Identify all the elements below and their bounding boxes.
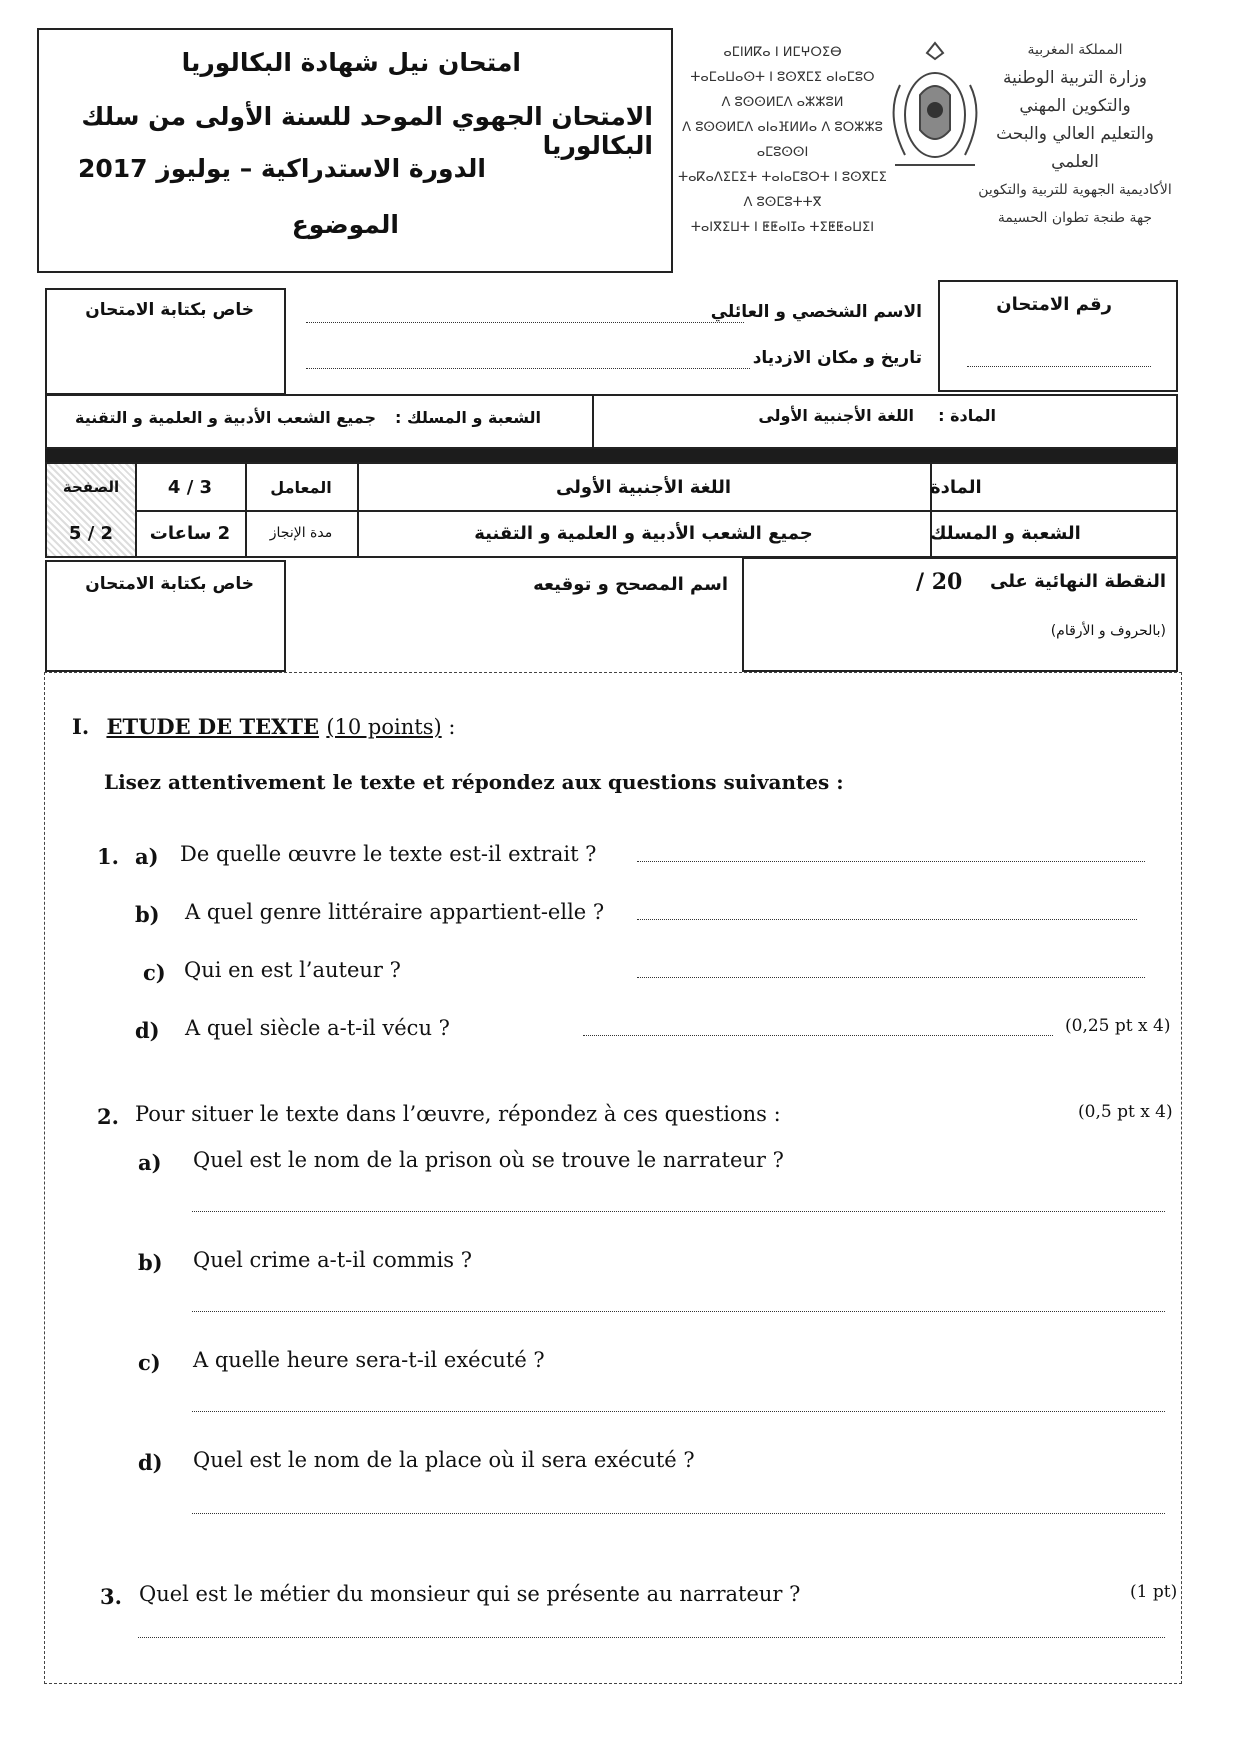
tifinagh-line: ⵜⴰⵎⴰⵡⴰⵙⵜ ⵏ ⵓⵙⴳⵎⵉ ⴰⵏⴰⵎⵓⵔ [690, 70, 875, 85]
instruction: Lisez attentivement le texte et répondez aux questions suivantes : [104, 770, 844, 794]
coef-label: المعامل [270, 477, 332, 497]
exam-number-label: رقم الامتحان [996, 294, 1112, 315]
duration-value: 2 ساعات [149, 522, 231, 544]
reserved-box-bottom [45, 560, 286, 672]
q1a-letter: a) [135, 844, 159, 869]
ministry-line: والتعليم العالي والبحث العلمي [996, 124, 1154, 172]
section-colon: : [441, 715, 456, 739]
subject-stream-row [45, 394, 1178, 449]
subject-value: اللغة الأجنبية الأولى [758, 406, 914, 425]
q3-number: 3. [100, 1584, 122, 1609]
ministry-line: الأكاديمية الجهوية للتربية والتكوين [978, 182, 1172, 198]
q1c-text: Qui en est l’auteur ? [184, 958, 401, 982]
ministry-header [970, 36, 1180, 232]
q1d-answer[interactable] [583, 1035, 1053, 1036]
reserved-label: خاص بكتابة الامتحان [85, 300, 254, 320]
name-label: الاسم الشخصي و العائلي [710, 302, 922, 322]
stream-value: جميع الشعب الأدبية و العلمية و التقنية [75, 408, 376, 427]
page-value: 5 / 2 [68, 522, 114, 544]
ministry-line: المملكة المغربية [1027, 42, 1123, 58]
tifinagh-line: ⵜⴰⴽⴰⴷⵉⵎⵉⵜ ⵜⴰⵏⴰⵎⵓⵔⵜ ⵏ ⵓⵙⴳⵎⵉ ⴷ ⵓⵙⵎⵓⵜⵜⴳ [678, 170, 887, 210]
tifinagh-line: ⴷ ⵓⵙⵙⵍⵎⴷ ⴰⵣⵣⵓⵍ [721, 95, 844, 110]
section-number: I. [72, 714, 90, 739]
corrector-label: اسم المصحح و توقيعه [533, 574, 728, 595]
stream-value-table: جميع الشعب الأدبية و العلمية و التقنية [474, 522, 813, 544]
q2-text: Pour situer le texte dans l’œuvre, répondez à ces questions : [135, 1102, 781, 1126]
q2c-letter: c) [138, 1350, 161, 1375]
coef-value: 4 / 3 [167, 476, 213, 498]
q1a-text: De quelle œuvre le texte est-il extrait ? [180, 842, 597, 866]
subject-label-table: المادة [930, 476, 982, 498]
q1c-letter: c) [143, 960, 166, 985]
final-grade-value: / 20 [916, 569, 963, 595]
q1b-text: A quel genre littéraire appartient-elle ? [185, 900, 605, 924]
info-table [45, 462, 1178, 558]
q1b-answer[interactable] [637, 919, 1137, 920]
reserved-label-2: خاص بكتابة الامتحان [85, 574, 254, 594]
q1d-text: A quel siècle a-t-il vécu ? [185, 1016, 450, 1040]
q2b-letter: b) [138, 1250, 163, 1275]
stream-label-table: الشعبة و المسلك [930, 522, 1081, 544]
exam-number-box [938, 280, 1178, 392]
birth-label: تاريخ و مكان الازدياد [752, 348, 922, 368]
q1c-answer[interactable] [637, 977, 1145, 978]
black-band [45, 449, 1178, 462]
section-points: (10 points) [326, 715, 442, 739]
q1-number: 1. [97, 844, 119, 869]
q2d-text: Quel est le nom de la place où il sera exécuté ? [193, 1448, 695, 1472]
q2d-letter: d) [138, 1450, 163, 1475]
q1b-letter: b) [135, 902, 160, 927]
q2b-answer[interactable] [192, 1311, 1165, 1312]
tifinagh-line: ⴰⵎⵏⵍⴽⴰ ⵏ ⵍⵎⵖⵔⵉⴱ [723, 45, 842, 60]
q2d-answer[interactable] [192, 1513, 1165, 1514]
q2b-text: Quel crime a-t-il commis ? [193, 1248, 473, 1272]
exam-title-box [37, 28, 673, 273]
q1a-answer[interactable] [637, 861, 1145, 862]
exam-title-line-2: الامتحان الجهوي الموحد للسنة الأولى من سلك البكالوريا [81, 102, 653, 160]
q2c-text: A quelle heure sera-t-il exécuté ? [193, 1348, 545, 1372]
q1d-letter: d) [135, 1018, 160, 1043]
subject-label: المادة : [938, 406, 996, 425]
ministry-line: جهة طنجة تطوان الحسيمة [997, 210, 1153, 226]
q2-number: 2. [97, 1104, 119, 1129]
final-grade-label: النقطة النهائية على [989, 571, 1166, 592]
q1-points: (0,25 pt x 4) [1065, 1016, 1171, 1036]
tifinagh-header [675, 40, 890, 240]
ministry-line: والتكوين المهني [1019, 96, 1131, 116]
duration-label: مدة الإنجاز [269, 525, 333, 541]
subject-value-table: اللغة الأجنبية الأولى [555, 476, 732, 498]
tifinagh-line: ⵜⴰⵏⴳⵉⵡⵜ ⵏ ⵟⵟⴰⵏⵊⴰ ⵜⵉⵟⵟⴰⵡⵉⵏ [690, 220, 875, 235]
name-field[interactable] [306, 322, 744, 323]
q3-points: (1 pt) [1130, 1582, 1178, 1602]
q2a-text: Quel est le nom de la prison où se trouve le narrateur ? [193, 1148, 784, 1172]
exam-title-line-3: الدورة الاستدراكية – يوليوز 2017 [78, 154, 486, 183]
frame-top-dash [44, 672, 1182, 673]
q2a-letter: a) [138, 1150, 162, 1175]
section-heading [72, 714, 455, 739]
page-label: الصفحة [62, 478, 120, 496]
exam-title-line-1: امتحان نيل شهادة البكالوريا [181, 48, 521, 77]
stream-label: الشعبة و المسلك : [394, 408, 541, 427]
questions-frame [44, 672, 1182, 1684]
section-title: ETUDE DE TEXTE [106, 714, 320, 739]
q2a-answer[interactable] [192, 1211, 1165, 1212]
tifinagh-line: ⴷ ⵓⵙⵙⵍⵎⴷ ⴰⵏⴰⴼⵍⵍⴰ ⴷ ⵓⵔⵣⵣⵓ ⴰⵎⵓⵙⵙⵏ [682, 120, 883, 160]
letters-label: (بالحروف و الأرقام) [1050, 623, 1166, 639]
reserved-box-top [45, 288, 286, 395]
q2-points: (0,5 pt x 4) [1078, 1102, 1173, 1122]
q2c-answer[interactable] [192, 1411, 1165, 1412]
final-grade-box [742, 557, 1178, 672]
exam-title-line-4: الموضوع [291, 210, 399, 239]
ministry-line: وزارة التربية الوطنية [1002, 68, 1148, 88]
exam-number-field[interactable] [967, 366, 1151, 367]
q3-answer[interactable] [138, 1637, 1165, 1638]
birth-field[interactable] [306, 368, 750, 369]
q3-text: Quel est le métier du monsieur qui se présente au narrateur ? [139, 1582, 801, 1606]
